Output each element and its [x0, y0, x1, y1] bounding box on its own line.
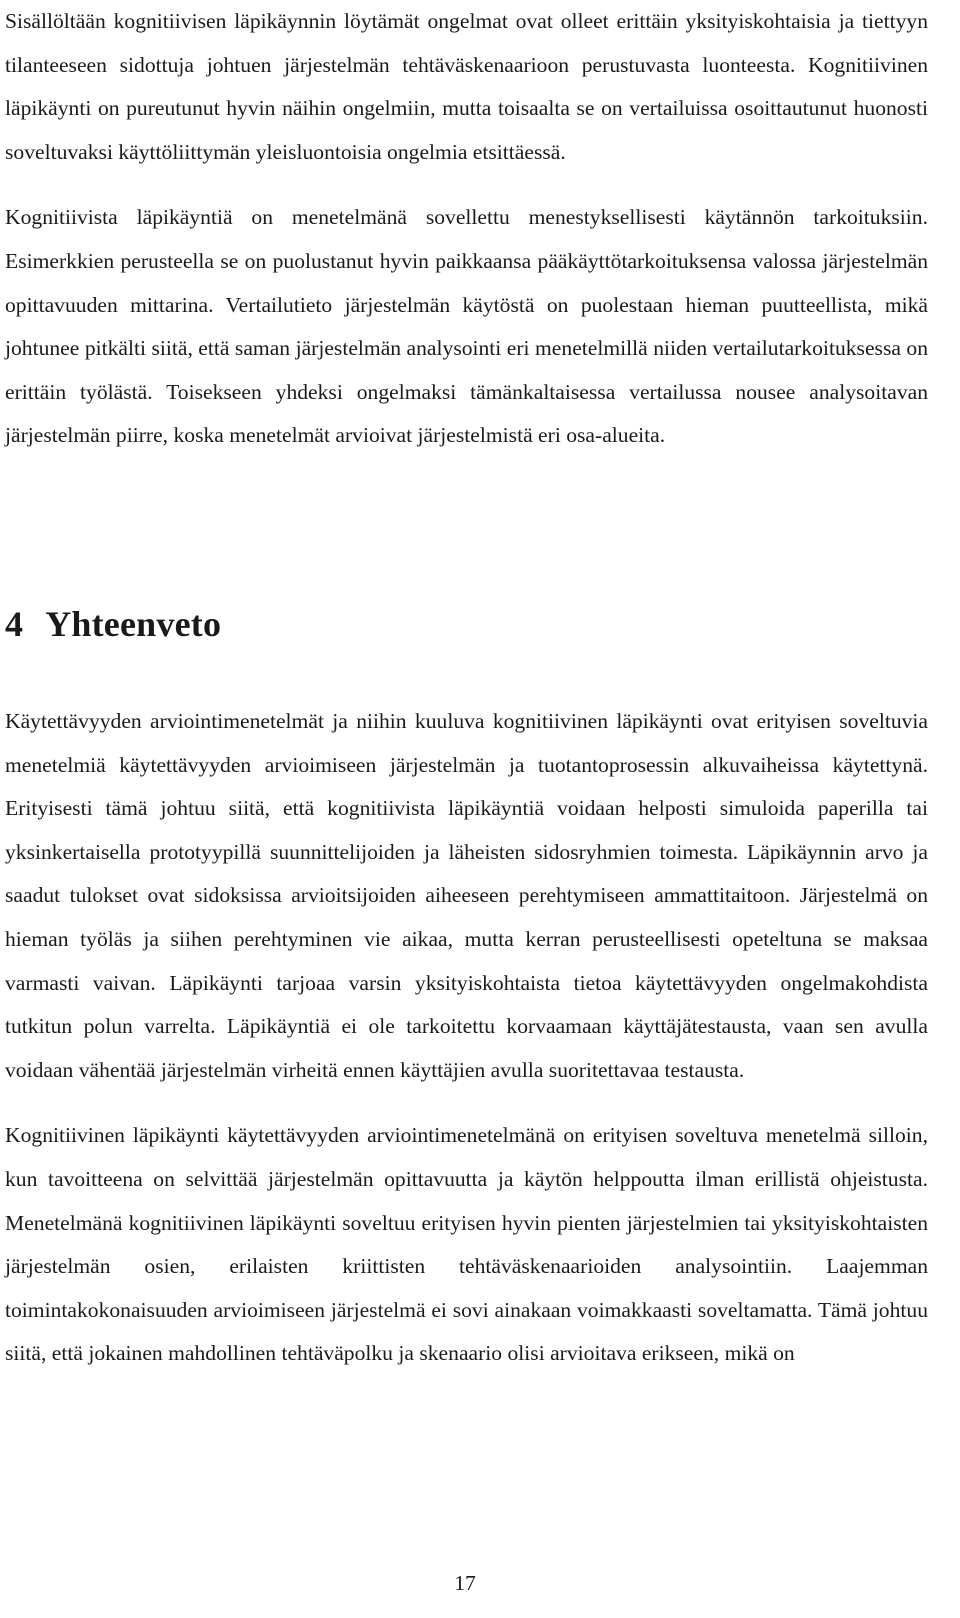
- section-number: 4: [5, 604, 24, 644]
- document-page: [5, 0, 928, 1366]
- section-body: [5, 700, 928, 1376]
- page-number: 17: [454, 1571, 476, 1595]
- paragraph-2: Kognitiivista läpikäyntiä on menetelmänä sovellettu menestyksellisesti käytännön tarkoituksiin. Esimerkkien perusteella se on puolustanut hyvin paikkaansa pääkäyttötarkoituksensa valossa järjestelmän opittavuuden mittarina. Vertailutieto järjestelmän käytöstä on puolestaan hieman puutteellista, mikä johtunee pitkälti siitä, että saman järjestelmän analysointi eri menetelmillä niiden vertailutarkoituksessa on erittäin työlästä. Toisekseen yhdeksi ongelmaksi tämänkaltaisessa vertailussa nousee analysoitavan järjestelmän piirre, koska menetelmät arvioivat järjestelmistä eri osa-alueita.: [5, 205, 928, 448]
- paragraph-4: Kognitiivinen läpikäynti käytettävyyden arviointimenetelmänä on erityisen soveltuva menetelmä silloin, kun tavoitteena on selvittää järjestelmän opittavuutta ja käytön helppoutta ilman erillistä ohjeistusta. Menetelmänä kognitiivinen läpikäynti soveltuu erityisen hyvin pienten järjestelmien tai yksityiskohtaisten järjestelmän osien, erilaisten kriittisten tehtäväskenaarioiden analysointiin. Laajemman toimintakokonaisuuden arvioimiseen järjestelmä ei sovi ainakaan voimakkaasti soveltamatta. Tämä johtuu siitä, että jokainen mahdollinen tehtäväpolku ja skenaario olisi arvioitava erikseen, mikä on: [5, 1123, 928, 1366]
- paragraph-1: Sisällöltään kognitiivisen läpikäynnin löytämät ongelmat ovat olleet erittäin yksityiskohtaisia ja tiettyyn tilanteeseen sidottuja johtuen järjestelmän tehtäväskenaarioon perustuvasta luonteesta. Kognitiivinen läpikäynti on pureutunut hyvin näihin ongelmiin, mutta toisaalta se on vertailuissa osoittautunut huonosti soveltuvaksi käyttöliittymän yleisluontoisia ongelmia etsittäessä.: [5, 9, 928, 164]
- section-heading: [5, 598, 221, 650]
- section-title: Yhteenveto: [45, 604, 222, 644]
- paragraph-3: Käytettävyyden arviointimenetelmät ja niihin kuuluva kognitiivinen läpikäynti ovat erityisen soveltuvia menetelmiä käytettävyyden arvioimiseen järjestelmän ja tuotantoprosessin alkuvaiheissa käytettynä. Erityisesti tämä johtuu siitä, että kognitiivista läpikäyntiä voidaan helposti simuloida paperilla tai yksinkertaisella prototyypillä suunnittelijoiden ja läheisten sidosryhmien toimesta. Läpikäynnin arvo ja saadut tulokset ovat sidoksissa arvioitsijoiden aiheeseen perehtymiseen ammattitaitoon. Järjestelmä on hieman työläs ja siihen perehtyminen vie aikaa, mutta kerran perusteellisesti opeteltuna se maksaa varmasti vaivan. Läpikäynti tarjoaa varsin yksityiskohtaista tietoa käytettävyyden ongelmakohdista tutkitun polun varrelta. Läpikäyntiä ei ole tarkoitettu korvaamaan käyttäjätestausta, vaan sen avulla voidaan vähentää järjestelmän virheitä ennen käyttäjien avulla suoritettavaa testausta.: [5, 709, 928, 1082]
